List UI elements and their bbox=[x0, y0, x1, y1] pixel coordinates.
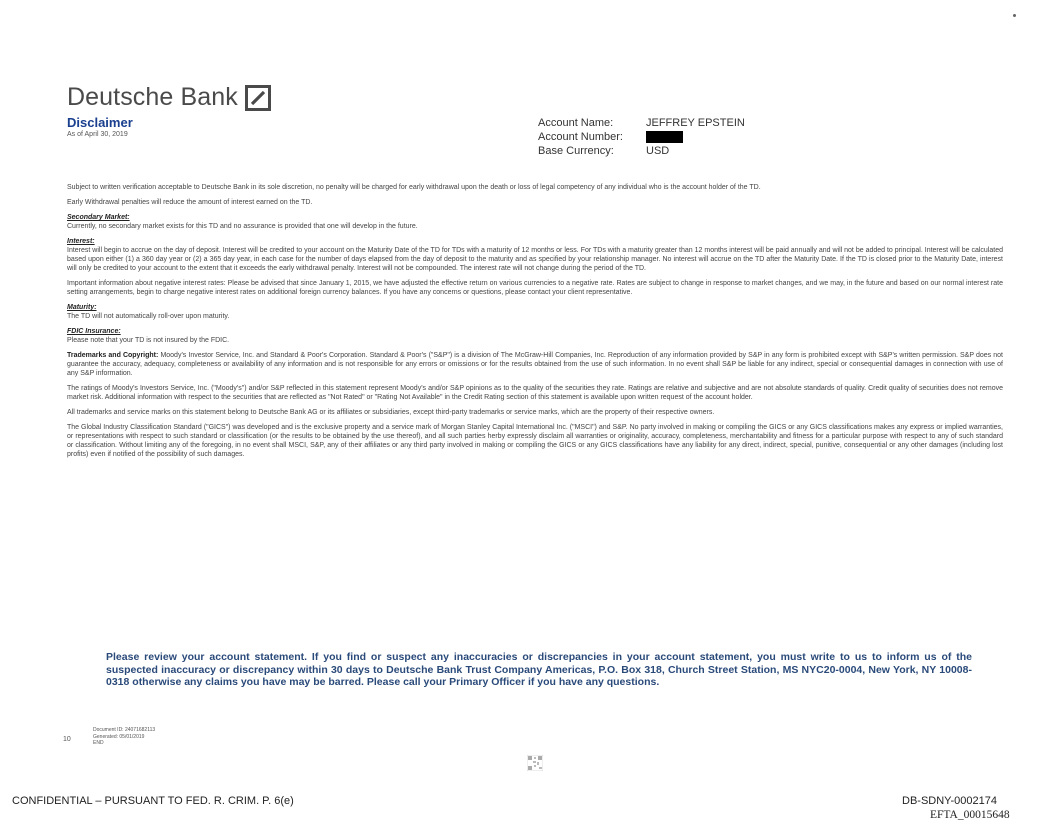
trademarks-lead: Trademarks and Copyright: bbox=[67, 352, 159, 359]
page-number: 10 bbox=[63, 736, 71, 743]
account-number-label: Account Number: bbox=[538, 131, 623, 143]
negative-rates-paragraph: Important information about negative interest rates: Please be advised that since January 1, 2015, we have adjusted the effective return on various currencies to a negative rate. Rates are subject to change in response to market changes, and we may, in the future and based on our normal interest rate setting arrangements, begin to charge negative interest rates on additional foreign currency balances. If you have any concerns or questions, please contact your client representative. bbox=[67, 280, 1003, 296]
brand-name: Deutsche Bank bbox=[67, 83, 238, 111]
brand-logo bbox=[67, 83, 271, 112]
deutsche-bank-slash-icon bbox=[245, 85, 271, 111]
account-info bbox=[538, 116, 745, 158]
interest-text: Interest will begin to accrue on the day of deposit. Interest will be credited to your account on the Maturity Date of the TD for TDs with a maturity of 12 months or less. For TDs with a maturity greater than 12 months interest will be paid annually and will not be added to principal. Interest will be calculated based upon either (1) a 360 day year or (2) a 365 day year, in each case for the number of days elapsed from the day of deposit to the maturity and as specified by your relationship manager. No interest will accrue on the TD after the Maturity Date. If the TD is closed prior to the Maturity Date, interest will only be credited to your account to the extent that it exceeds the early withdrawal penalty. Interest will not be compounded. The interest rate will not change during the period of the TD. bbox=[67, 247, 1003, 272]
gics-paragraph: The Global Industry Classification Standard ("GICS") was developed and is the exclusive property and a service mark of Morgan Stanley Capital International Inc. ("MSCI") and S&P. No party involved in making or compiling the GICS or any GICS classifications makes any express or implied warranties, or representations with respect to such standard or classification (or the results to be obtained by the use thereof), and all such parties herby expressly disclaim all warranties or originality, accuracy, completeness, merchantability and fitness for a particular purpose with respect to any of such standard or classification. Without limiting any of the foregoing, in no event shall MSCI, S&P, any of their affiliates or any third party involved in making or compiling the GICS or any GICS classifications have any liability for any direct, indirect, special, punitive, consequential or any other damages (including lost profits) even if notified of the possibility of such damages. bbox=[67, 424, 1003, 458]
review-notice: Please review your account statement. If you find or suspect any inaccuracies or discrepancies in your account statement, you must write to us to inform us of the suspected inaccuracy or discrepancy within 30 days to Deutsche Bank Trust Company Americas, P.O. Box 318, Church Street Station, MS NYC20-0004, New York, NY 10008-0318 otherwise any claims you have may be barred. Please call your Primary Officer if you have any questions. bbox=[106, 651, 972, 688]
bates-number: DB-SDNY-0002174 bbox=[902, 795, 997, 807]
corner-dot bbox=[1013, 14, 1016, 17]
redaction-block bbox=[646, 131, 683, 143]
base-currency-label: Base Currency: bbox=[538, 145, 614, 157]
interest-section bbox=[67, 237, 1003, 273]
maturity-section bbox=[67, 303, 1003, 321]
account-name-label: Account Name: bbox=[538, 117, 614, 129]
page-title: Disclaimer bbox=[67, 115, 133, 130]
maturity-heading: Maturity: bbox=[67, 304, 97, 311]
ratings-paragraph: The ratings of Moody's Investors Service, Inc. ("Moody's") and/or S&P reflected in this statement represent Moody's and/or S&P opinions as to the quality of the securities they rate. Ratings are relative and subjective and are not absolute standards of quality. Credit quality of securities does not remove market risk. Additional information with respect to the securities that are reflected as "Not Rated" or "Rating Not Available" in the Credit Rating section of this statement is available upon written request of the account holder. bbox=[67, 385, 1003, 401]
fdic-section bbox=[67, 327, 1003, 345]
account-name-value: JEFFREY EPSTEIN bbox=[646, 117, 745, 129]
maturity-text: The TD will not automatically roll-over upon maturity. bbox=[67, 313, 230, 320]
document-info bbox=[93, 727, 155, 747]
end-marker: END bbox=[93, 740, 104, 746]
confidential-footer: CONFIDENTIAL – PURSUANT TO FED. R. CRIM. P. 6(e) bbox=[12, 795, 294, 807]
document-id: Document ID: 24071682113 bbox=[93, 727, 156, 733]
secondary-market-text: Currently, no secondary market exists for this TD and no assurance is provided that one will develop in the future. bbox=[67, 223, 418, 230]
base-currency-value: USD bbox=[646, 145, 670, 157]
efta-number: EFTA_00015648 bbox=[930, 809, 1010, 821]
qr-code-icon bbox=[527, 755, 543, 771]
death-withdrawal-paragraph: Subject to written verification acceptable to Deutsche Bank in its sole discretion, no penalty will be charged for early withdrawal upon the death or loss of legal competency of any individual who is the account holder of the TD. bbox=[67, 184, 761, 191]
as-of-date: As of April 30, 2019 bbox=[67, 131, 128, 138]
trademarks-paragraph bbox=[67, 351, 1003, 378]
fdic-heading: FDIC Insurance: bbox=[67, 328, 121, 335]
interest-heading: Interest: bbox=[67, 238, 95, 245]
secondary-market-heading: Secondary Market: bbox=[67, 214, 130, 221]
generated-date: Generated: 05/01/2019 bbox=[93, 733, 145, 740]
penalty-paragraph: Early Withdrawal penalties will reduce the amount of interest earned on the TD. bbox=[67, 199, 313, 206]
service-marks-paragraph: All trademarks and service marks on this statement belong to Deutsche Bank AG or its affiliates or subsidiaries, except third-party trademarks or service marks, which are the property of their respective owners. bbox=[67, 409, 715, 416]
disclaimer-body bbox=[67, 183, 1003, 465]
trademarks-text: Moody's Investor Service, Inc. and Standard & Poor's Corporation. Standard & Poor's ("S&P") is a division of The McGraw-Hill Companies, Inc. Reproduction of any information provided by S&P in any form is prohibited except with S&P's written permission. S&P does not guarantee the accuracy, adequacy, completeness or availability of any information and is not responsible for any errors or omissions or for the results obtained from the use of such information. In no event shall S&P be liable for any indirect, special or consequential damages in connection with use of any S&P information. bbox=[67, 352, 1003, 377]
secondary-market-section bbox=[67, 213, 1003, 231]
fdic-text: Please note that your TD is not insured by the FDIC. bbox=[67, 337, 230, 344]
